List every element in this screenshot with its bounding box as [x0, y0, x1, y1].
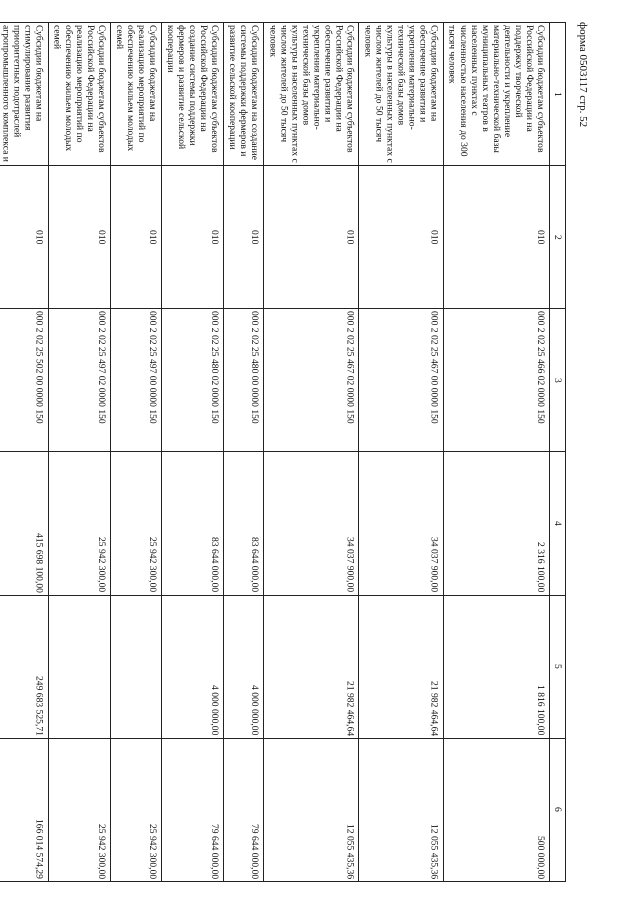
- row-name: Субсидии бюджетам субъектов Российской Федерации на поддержку творческой деятельности и укрепление материально-технической базы муниципальных театров в населенных пунктах с численностью населения до 300 тысяч человек: [443, 23, 549, 166]
- row-line-code: 010: [161, 166, 223, 309]
- row-approved: 34 037 900,00: [359, 452, 443, 595]
- form-page-header: форма 0503117 стр. 52: [577, 22, 589, 128]
- row-income-code: 000 2 02 25 480 02 0000 150: [161, 309, 223, 452]
- row-approved: 83 644 000,00: [161, 452, 223, 595]
- row-executed: 21 982 464,64: [264, 595, 359, 738]
- row-executed: [48, 595, 110, 738]
- table-row: [48, 23, 110, 882]
- row-unexecuted: 25 942 300,00: [110, 738, 161, 881]
- row-executed: 4 000 000,00: [161, 595, 223, 738]
- table-row: [359, 23, 443, 882]
- column-number-row: [549, 23, 565, 882]
- row-name: Субсидии бюджетам на обеспечение развития и укрепления материально-технической базы домов культуры в населенных пунктах с числом жителей до 50 тысяч человек: [359, 23, 443, 166]
- row-unexecuted: 79 644 000,00: [161, 738, 223, 881]
- row-approved: 415 698 100,00: [0, 452, 48, 595]
- table-row: [0, 23, 48, 882]
- table-row: [443, 23, 549, 882]
- row-approved: 2 316 100,00: [443, 452, 549, 595]
- row-income-code: 000 2 02 25 466 02 0000 150: [443, 309, 549, 452]
- row-income-code: 000 2 02 25 497 02 0000 150: [48, 309, 110, 452]
- row-name: Субсидии бюджетам субъектов Российской Федерации на создание системы поддержки фермеров и развитие сельской кооперации: [161, 23, 223, 166]
- row-unexecuted: 500 000,00: [443, 738, 549, 881]
- row-line-code: 010: [443, 166, 549, 309]
- row-line-code: 010: [224, 166, 264, 309]
- row-executed: 4 000 000,00: [224, 595, 264, 738]
- row-income-code: 000 2 02 25 502 00 0000 150: [0, 309, 48, 452]
- column-header-2: 2: [549, 166, 565, 309]
- row-executed: [110, 595, 161, 738]
- row-income-code: 000 2 02 25 480 00 0000 150: [224, 309, 264, 452]
- row-income-code: 000 2 02 25 467 02 0000 150: [264, 309, 359, 452]
- row-income-code: 000 2 02 25 497 00 0000 150: [110, 309, 161, 452]
- row-unexecuted: 166 014 574,29: [0, 738, 48, 881]
- row-line-code: 010: [359, 166, 443, 309]
- table-row: [110, 23, 161, 882]
- income-report-table: [0, 22, 566, 882]
- row-approved: 34 037 900,00: [264, 452, 359, 595]
- row-name: Субсидии бюджетам на стимулирование развития приоритетных подотраслей агропромышленного комплекса и: [0, 23, 48, 166]
- row-executed: 1 816 100,00: [443, 595, 549, 738]
- row-line-code: 010: [48, 166, 110, 309]
- table-row: [264, 23, 359, 882]
- row-line-code: 010: [110, 166, 161, 309]
- row-name: Субсидии бюджетам на реализацию мероприятий по обеспечению жильем молодых семей: [110, 23, 161, 166]
- column-header-6: 6: [549, 738, 565, 881]
- row-approved: 25 942 300,00: [48, 452, 110, 595]
- row-line-code: 010: [264, 166, 359, 309]
- row-income-code: 000 2 02 25 467 00 0000 150: [359, 309, 443, 452]
- column-header-1: 1: [549, 23, 565, 166]
- row-name: Субсидии бюджетам субъектов Российской Федерации на реализацию мероприятий по обеспечению жильем молодых семей: [48, 23, 110, 166]
- row-approved: 25 942 300,00: [110, 452, 161, 595]
- row-executed: 21 982 464,64: [359, 595, 443, 738]
- row-unexecuted: 79 644 000,00: [224, 738, 264, 881]
- column-header-3: 3: [549, 309, 565, 452]
- row-name: Субсидии бюджетам на создание системы поддержки фермеров и развитие сельской кооперации: [224, 23, 264, 166]
- row-approved: 83 644 000,00: [224, 452, 264, 595]
- row-unexecuted: 12 055 435,36: [264, 738, 359, 881]
- table-row: [161, 23, 223, 882]
- column-header-4: 4: [549, 452, 565, 595]
- table-row: [224, 23, 264, 882]
- row-name: Субсидии бюджетам субъектов Российской Федерации на обеспечение развития и укрепления материально-технической базы домов культуры в населенных пунктах с числом жителей до 50 тысяч человек: [264, 23, 359, 166]
- row-unexecuted: 12 055 435,36: [359, 738, 443, 881]
- row-line-code: 010: [0, 166, 48, 309]
- row-unexecuted: 25 942 300,00: [48, 738, 110, 881]
- report-table-container: [0, 22, 566, 882]
- row-executed: 249 683 525,71: [0, 595, 48, 738]
- column-header-5: 5: [549, 595, 565, 738]
